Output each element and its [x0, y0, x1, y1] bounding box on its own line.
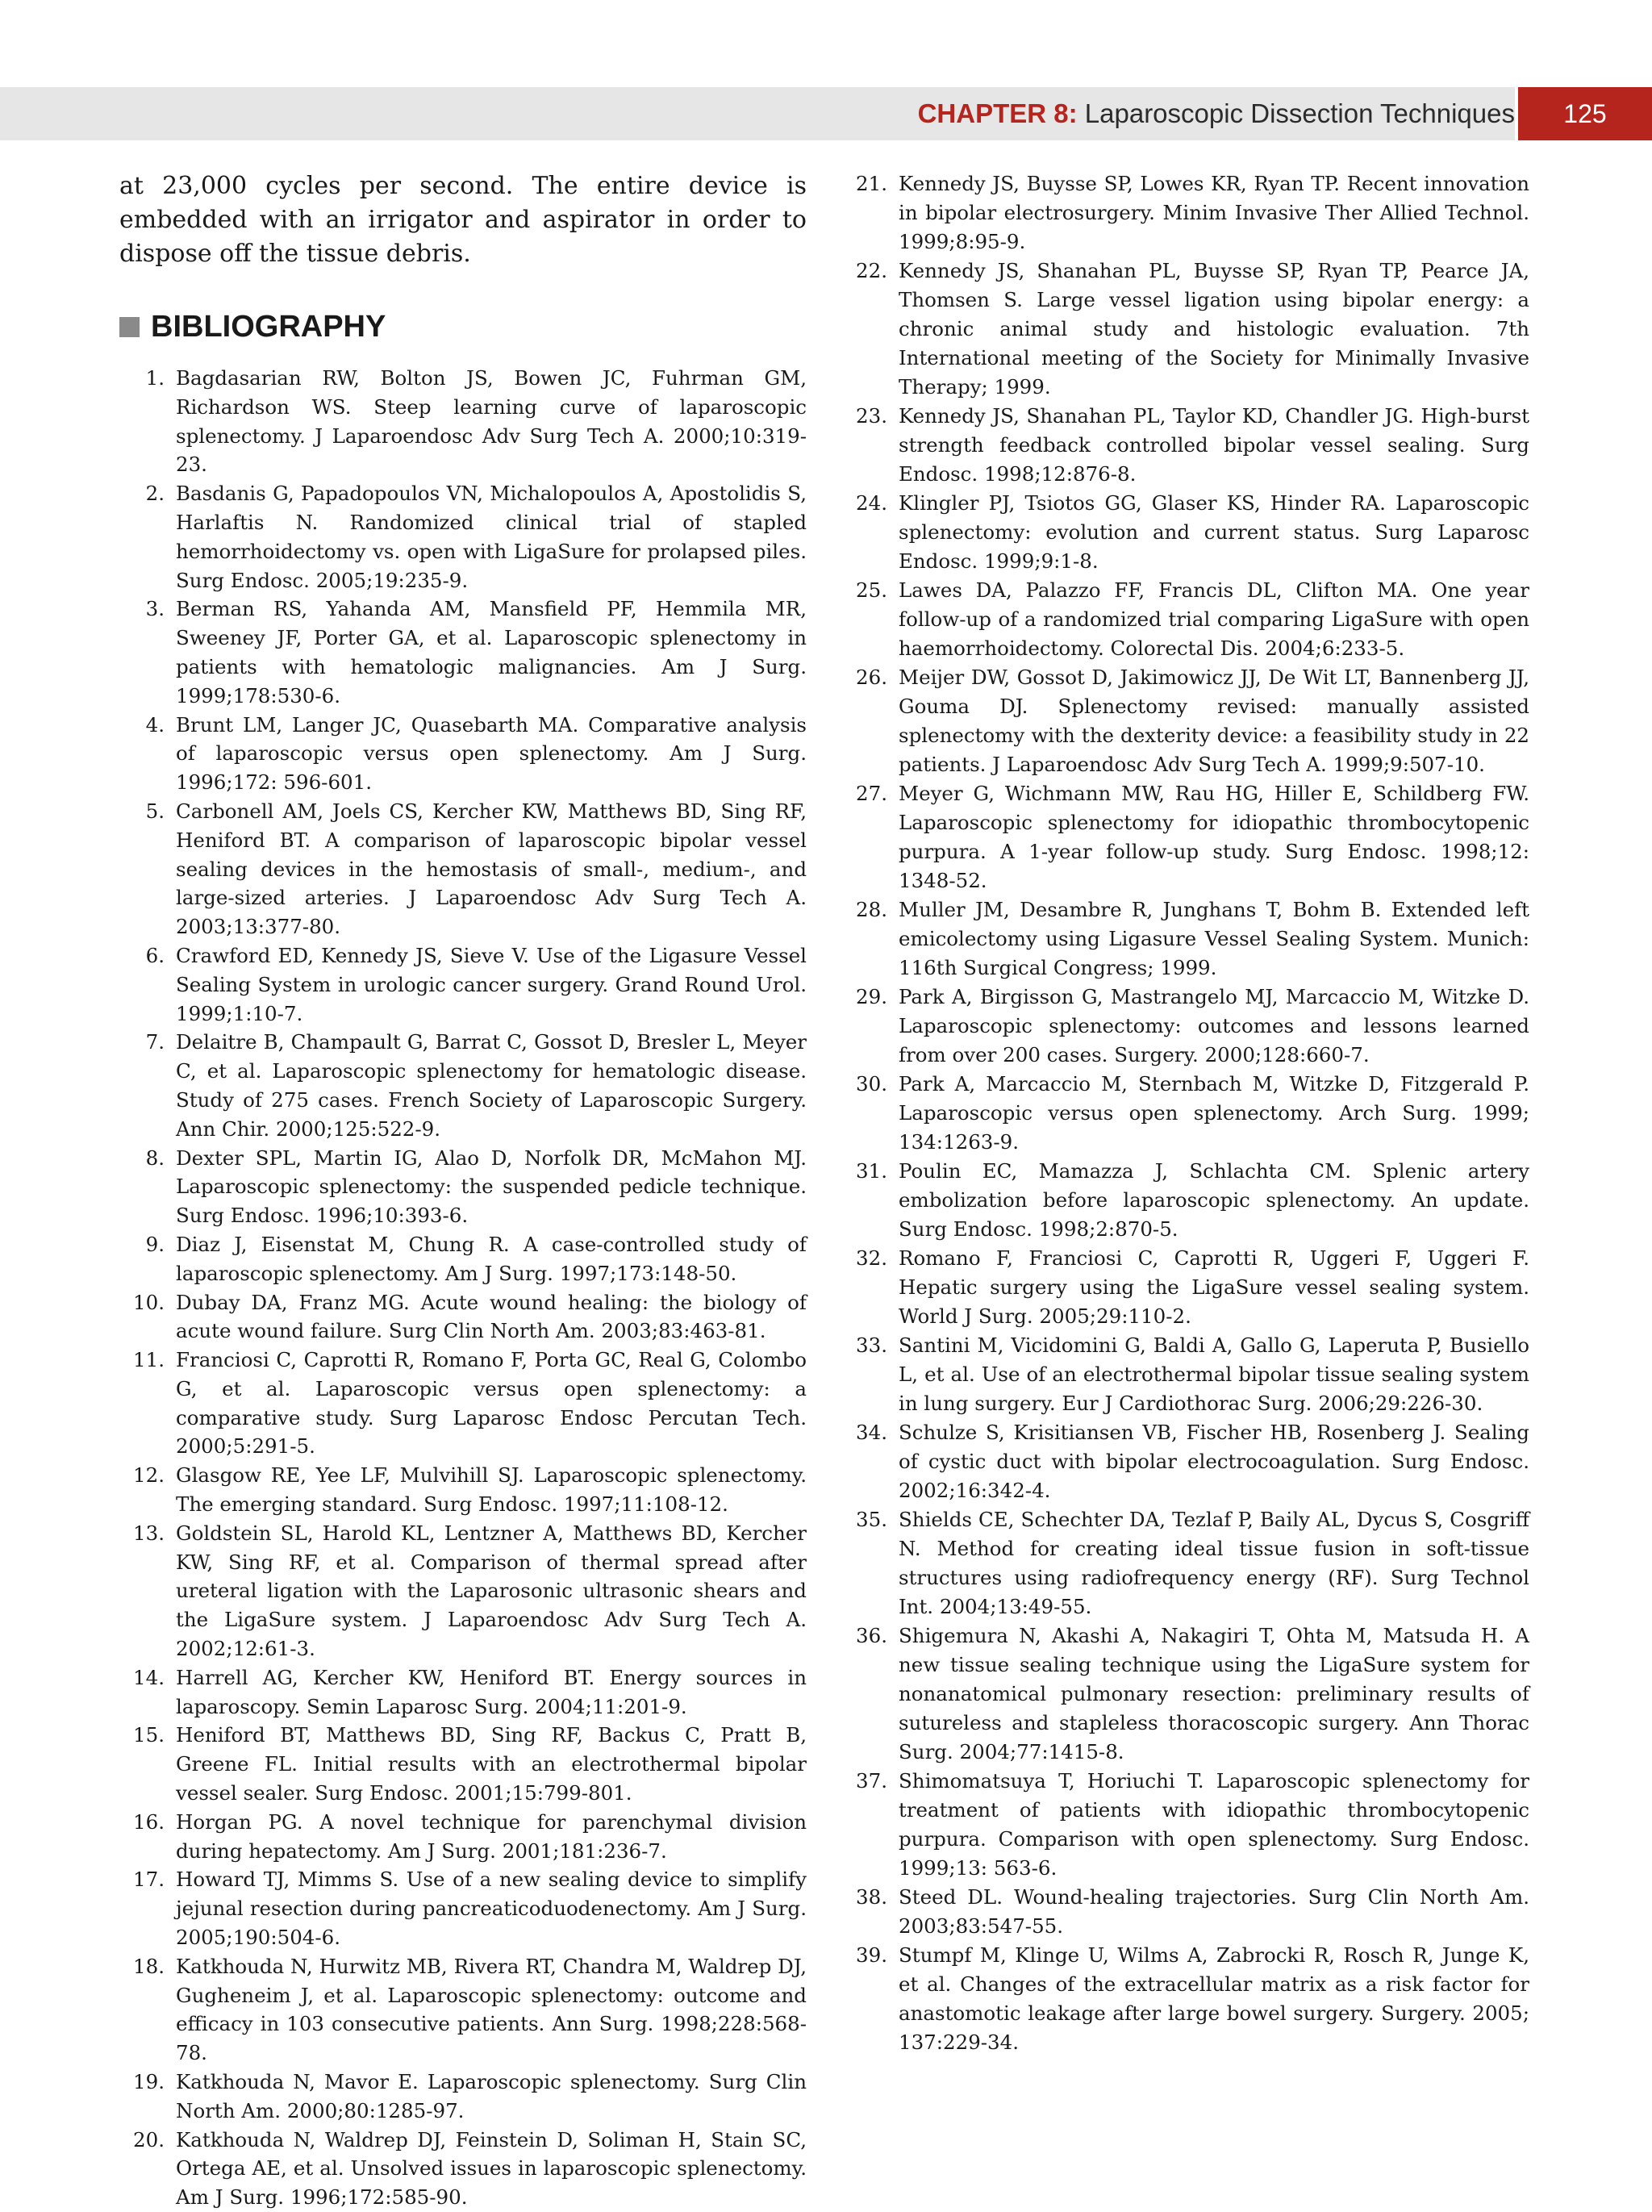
reference-text: Meyer G, Wichmann MW, Rau HG, Hiller E, Schildberg FW. Laparoscopic splenectomy for idiopathic thrombocytopenic purpura. A 1-year follow-up study. Surg Endosc. 1998;12: 1348-52.	[899, 782, 1529, 892]
reference-item	[119, 1865, 807, 1951]
reference-text: Romano F, Franciosi C, Caprotti R, Uggeri F, Uggeri F. Hepatic surgery using the LigaSure vessel sealing system. World J Surg. 2005;29:110-2.	[899, 1246, 1529, 1328]
reference-text: Basdanis G, Papadopoulos VN, Michalopoulos A, Apostolidis S, Harlaftis N. Randomized clinical trial of stapled hemorrhoidectomy vs. open with LigaSure for prolapsed piles. Surg Endosc. 2005;19:235-9.	[176, 482, 807, 592]
reference-text: Meijer DW, Gossot D, Jakimowicz JJ, De Wit LT, Bannenberg JJ, Gouma DJ. Splenectomy revised: manually assisted splenectomy with the dexterity device: a feasibility study in 22 patients. J Laparoendosc Adv Surg Tech A. 1999;9:507-10.	[899, 666, 1529, 776]
reference-text: Glasgow RE, Yee LF, Mulvihill SJ. Laparoscopic splenectomy. The emerging standard. Surg Endosc. 1997;11:108-12.	[176, 1463, 807, 1517]
reference-number: 17.	[133, 1868, 165, 1892]
reference-number: 9.	[145, 1232, 165, 1256]
reference-item	[842, 1621, 1529, 1767]
reference-number: 38.	[856, 1885, 887, 1909]
reference-item	[119, 1519, 807, 1663]
reference-text: Santini M, Vicidomini G, Baldi A, Gallo G, Laperuta P, Busiello L, et al. Use of an electrothermal bipolar tissue sealing system in lung surgery. Eur J Cardiothorac Surg. 2006;29:226-30.	[899, 1333, 1529, 1415]
reference-number: 35.	[856, 1508, 887, 1531]
reference-text: Park A, Birgisson G, Mastrangelo MJ, Marcaccio M, Witzke D. Laparoscopic splenectomy: outcomes and lessons learned from over 200 cases. Surgery. 2000;128:660-7.	[899, 985, 1529, 1066]
heading-square-icon	[119, 317, 140, 337]
reference-text: Katkhouda N, Hurwitz MB, Rivera RT, Chandra M, Waldrep DJ, Gugheneim J, et al. Laparoscopic splenectomy: outcome and efficacy in 103 consecutive patients. Ann Surg. 1998;228:568-78.	[176, 1954, 807, 2065]
reference-number: 3.	[145, 597, 165, 621]
reference-number: 34.	[856, 1421, 887, 1444]
reference-text: Kennedy JS, Shanahan PL, Buysse SP, Ryan TP, Pearce JA, Thomsen S. Large vessel ligation using bipolar energy: a chronic animal study and histologic evaluation. 7th International meeting of the Society for Minimally Invasive Therapy; 1999.	[899, 259, 1529, 399]
reference-item	[842, 1505, 1529, 1621]
reference-item	[842, 1941, 1529, 2057]
reference-number: 24.	[856, 491, 887, 515]
reference-number: 22.	[856, 259, 887, 282]
reference-item	[842, 779, 1529, 895]
chapter-label: CHAPTER 8:	[917, 98, 1078, 128]
reference-item	[119, 1721, 807, 1807]
reference-item	[119, 797, 807, 941]
reference-number: 16.	[133, 1809, 165, 1834]
left-column	[119, 169, 807, 2212]
reference-text: Crawford ED, Kennedy JS, Sieve V. Use of the Ligasure Vessel Sealing System in urologic cancer surgery. Grand Round Urol. 1999;1:10-7.	[176, 943, 807, 1025]
reference-item	[842, 576, 1529, 663]
reference-number: 18.	[133, 1954, 165, 1978]
reference-number: 27.	[856, 782, 887, 805]
reference-text: Dexter SPL, Martin IG, Alao D, Norfolk DR, McMahon MJ. Laparoscopic splenectomy: the suspended pedicle technique. Surg Endosc. 1996;10:393-6.	[176, 1146, 807, 1228]
reference-number: 20.	[133, 2127, 165, 2151]
reference-text: Muller JM, Desambre R, Junghans T, Bohm B. Extended left emicolectomy using Ligasure Vessel Sealing System. Munich: 116th Surgical Congress; 1999.	[899, 898, 1529, 979]
reference-text: Heniford BT, Matthews BD, Sing RF, Backus C, Pratt B, Greene FL. Initial results with an electrothermal bipolar vessel sealer. Surg Endosc. 2001;15:799-801.	[176, 1723, 807, 1805]
reference-item	[119, 1144, 807, 1230]
reference-item	[119, 1230, 807, 1288]
intro-paragraph: at 23,000 cycles per second. The entire device is embedded with an irrigator and aspirator in order to dispose off the tissue debris.	[119, 172, 807, 268]
reference-number: 19.	[133, 2070, 165, 2094]
reference-number: 10.	[133, 1290, 165, 1314]
reference-number: 12.	[133, 1463, 165, 1488]
reference-number: 6.	[145, 943, 165, 967]
reference-text: Park A, Marcaccio M, Sternbach M, Witzke D, Fitzgerald P. Laparoscopic versus open splenectomy. Arch Surg. 1999; 134:1263-9.	[899, 1072, 1529, 1154]
reference-text: Kennedy JS, Buysse SP, Lowes KR, Ryan TP. Recent innovation in bipolar electrosurgery. Minim Invasive Ther Allied Technol. 1999;8:95-9.	[899, 172, 1529, 253]
reference-number: 26.	[856, 666, 887, 689]
reference-text: Katkhouda N, Mavor E. Laparoscopic splenectomy. Surg Clin North Am. 2000;80:1285-97.	[176, 2070, 807, 2122]
reference-text: Horgan PG. A novel technique for parenchymal division during hepatectomy. Am J Surg. 2001;181:236-7.	[176, 1809, 807, 1863]
reference-item	[842, 1331, 1529, 1418]
reference-list-left	[119, 364, 807, 2212]
reference-text: Shields CE, Schechter DA, Tezlaf P, Baily AL, Dycus S, Cosgriff N. Method for creating ideal tissue fusion in soft-tissue structures using radiofrequency energy (RF). Surg Technol Int. 2004;13:49-55.	[899, 1508, 1529, 1618]
reference-item	[842, 663, 1529, 779]
reference-item	[842, 402, 1529, 489]
reference-number: 14.	[133, 1665, 165, 1689]
reference-item	[842, 169, 1529, 257]
reference-number: 28.	[856, 898, 887, 921]
reference-item	[119, 711, 807, 797]
reference-text: Harrell AG, Kercher KW, Heniford BT. Energy sources in laparoscopy. Semin Laparosc Surg. 2004;11:201-9.	[176, 1665, 807, 1718]
reference-item	[119, 595, 807, 710]
reference-number: 37.	[856, 1769, 887, 1793]
reference-text: Berman RS, Yahanda AM, Mansfield PF, Hemmila MR, Sweeney JF, Porter GA, et al. Laparoscopic splenectomy in patients with hematologic malignancies. Am J Surg. 1999;178:530-6.	[176, 597, 807, 707]
reference-number: 31.	[856, 1159, 887, 1183]
reference-item	[119, 2126, 807, 2212]
reference-item	[119, 1808, 807, 1866]
reference-number: 13.	[133, 1521, 165, 1545]
reference-number: 23.	[856, 404, 887, 428]
reference-number: 2.	[145, 482, 165, 506]
reference-text: Poulin EC, Mamazza J, Schlachta CM. Splenic artery embolization before laparoscopic splenectomy. An update. Surg Endosc. 1998;2:870-5.	[899, 1159, 1529, 1241]
reference-text: Brunt LM, Langer JC, Quasebarth MA. Comparative analysis of laparoscopic versus open splenectomy. Am J Surg. 1996;172: 596-601.	[176, 712, 807, 795]
reference-text: Schulze S, Krisitiansen VB, Fischer HB, Rosenberg J. Sealing of cystic duct with bipolar electrocoagulation. Surg Endosc. 2002;16:342-4.	[899, 1421, 1529, 1502]
reference-number: 25.	[856, 578, 887, 602]
reference-number: 33.	[856, 1333, 887, 1357]
running-header-title	[918, 87, 1515, 140]
bibliography-heading	[119, 310, 807, 344]
reference-text: Katkhouda N, Waldrep DJ, Feinstein D, Soliman H, Stain SC, Ortega AE, et al. Unsolved issues in laparoscopic splenectomy. Am J Surg. 1996;172:585-90.	[176, 2127, 807, 2210]
chapter-title: Laparoscopic Dissection Techniques	[1084, 98, 1515, 128]
reference-text: Shimomatsuya T, Horiuchi T. Laparoscopic splenectomy for treatment of patients with idiopathic thrombocytopenic purpura. Comparison with open splenectomy. Surg Endosc. 1999;13: 563-6.	[899, 1769, 1529, 1880]
reference-item	[842, 1070, 1529, 1157]
reference-text: Bagdasarian RW, Bolton JS, Bowen JC, Fuhrman GM, Richardson WS. Steep learning curve of laparoscopic splenectomy. J Laparoendosc Adv Surg Tech A. 2000;10:319-23.	[176, 366, 807, 477]
reference-text: Klingler PJ, Tsiotos GG, Glaser KS, Hinder RA. Laparoscopic splenectomy: evolution and current status. Surg Laparosc Endosc. 1999;9:1-8.	[899, 491, 1529, 573]
reference-text: Steed DL. Wound-healing trajectories. Surg Clin North Am. 2003;83:547-55.	[899, 1885, 1529, 1938]
reference-item	[119, 1288, 807, 1346]
reference-text: Howard TJ, Mimms S. Use of a new sealing device to simplify jejunal resection during pancreaticoduodenectomy. Am J Surg. 2005;190:504-6.	[176, 1868, 807, 1950]
reference-item	[842, 1157, 1529, 1244]
reference-list-right	[842, 169, 1529, 2057]
reference-item	[842, 1418, 1529, 1505]
reference-text: Dubay DA, Franz MG. Acute wound healing: the biology of acute wound failure. Surg Clin North Am. 2003;83:463-81.	[176, 1290, 807, 1343]
reference-item	[119, 941, 807, 1028]
reference-number: 29.	[856, 985, 887, 1008]
reference-item	[119, 1028, 807, 1143]
reference-item	[842, 489, 1529, 576]
reference-number: 8.	[145, 1146, 165, 1170]
reference-number: 36.	[856, 1624, 887, 1647]
reference-number: 11.	[133, 1348, 165, 1372]
reference-item	[842, 1244, 1529, 1331]
reference-text: Diaz J, Eisenstat M, Chung R. A case-controlled study of laparoscopic splenectomy. Am J Surg. 1997;173:148-50.	[176, 1232, 807, 1285]
reference-item	[119, 1461, 807, 1519]
reference-item	[119, 1663, 807, 1722]
reference-text: Kennedy JS, Shanahan PL, Taylor KD, Chandler JG. High-burst strength feedback controlled bipolar vessel sealing. Surg Endosc. 1998;12:876-8.	[899, 404, 1529, 486]
reference-item	[842, 1883, 1529, 1941]
reference-number: 32.	[856, 1246, 887, 1270]
reference-text: Lawes DA, Palazzo FF, Francis DL, Clifton MA. One year follow-up of a randomized trial comparing LigaSure with open haemorrhoidectomy. Colorectal Dis. 2004;6:233-5.	[899, 578, 1529, 660]
reference-item	[119, 364, 807, 479]
reference-item	[119, 1346, 807, 1461]
reference-number: 7.	[145, 1030, 165, 1054]
reference-item	[842, 983, 1529, 1070]
reference-number: 1.	[145, 366, 165, 390]
reference-text: Stumpf M, Klinge U, Wilms A, Zabrocki R, Rosch R, Junge K, et al. Changes of the extracellular matrix as a risk factor for anastomotic leakage after large bowel surgery. Surgery. 2005; 137:229-34.	[899, 1943, 1529, 2054]
reference-item	[119, 479, 807, 595]
reference-number: 30.	[856, 1072, 887, 1096]
reference-text: Shigemura N, Akashi A, Nakagiri T, Ohta M, Matsuda H. A new tissue sealing technique using the LigaSure system for nonanatomical pulmonary resection: preliminary results of sutureless and stapleless thoracoscopic surgery. Ann Thorac Surg. 2004;77:1415-8.	[899, 1624, 1529, 1763]
reference-text: Carbonell AM, Joels CS, Kercher KW, Matthews BD, Sing RF, Heniford BT. A comparison of laparoscopic bipolar vessel sealing devices in the hemostasis of small-, medium-, and large-sized arteries. J Laparoendosc Adv Surg Tech A. 2003;13:377-80.	[176, 799, 807, 939]
reference-number: 15.	[133, 1723, 165, 1747]
reference-number: 4.	[145, 712, 165, 737]
right-column	[842, 169, 1529, 2057]
reference-text: Delaitre B, Champault G, Barrat C, Gossot D, Bresler L, Meyer C, et al. Laparoscopic splenectomy for hematologic disease. Study of 275 cases. French Society of Laparoscopic Surgery. Ann Chir. 2000;125:522-9.	[176, 1030, 807, 1141]
reference-item	[842, 257, 1529, 402]
reference-text: Goldstein SL, Harold KL, Lentzner A, Matthews BD, Kercher KW, Sing RF, et al. Comparison of thermal spread after ureteral ligation with the Laparosonic ultrasonic shears and the LigaSure system. J Laparoendosc Adv Surg Tech A. 2002;12:61-3.	[176, 1521, 807, 1661]
reference-text: Franciosi C, Caprotti R, Romano F, Porta GC, Real G, Colombo G, et al. Laparoscopic versus open splenectomy: a comparative study. Surg Laparosc Endosc Percutan Tech. 2000;5:291-5.	[176, 1348, 807, 1459]
reference-item	[842, 895, 1529, 983]
page-number: 125	[1518, 87, 1652, 140]
reference-item	[842, 1767, 1529, 1883]
reference-number: 21.	[856, 172, 887, 195]
reference-number: 5.	[145, 799, 165, 823]
bibliography-heading-text: BIBLIOGRAPHY	[151, 310, 386, 344]
reference-number: 39.	[856, 1943, 887, 1967]
reference-item	[119, 1952, 807, 2068]
reference-item	[119, 2068, 807, 2126]
